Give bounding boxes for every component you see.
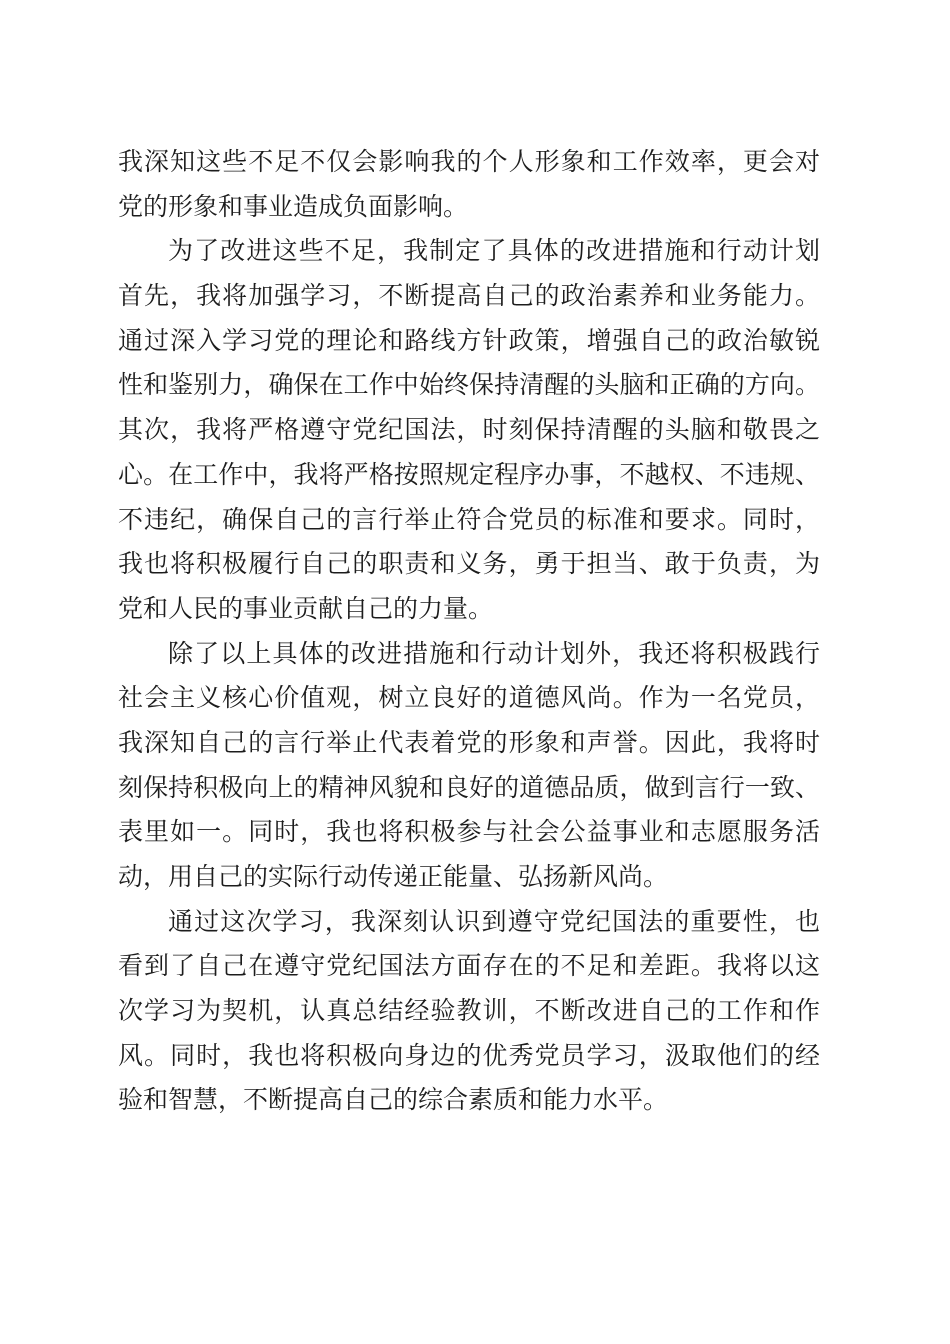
text-line: 通过深入学习党的理论和路线方针政策，增强自己的政治敏锐 [118, 325, 820, 355]
text-line: 我深知自己的言行举止代表着党的形象和声誉。因此，我将时 [118, 727, 820, 757]
text-line: 我深知这些不足不仅会影响我的个人形象和工作效率，更会对 [118, 147, 820, 176]
text-line: 刻保持积极向上的精神风貌和良好的道德品质，做到言行一致、 [118, 772, 820, 802]
text-line: 动，用自己的实际行动传递正能量、弘扬新风尚。 [118, 862, 669, 891]
text-line: 其次，我将严格遵守党纪国法，时刻保持清醒的头脑和敬畏之 [118, 415, 820, 445]
text-line: 除了以上具体的改进措施和行动计划外，我还将积极践行 [168, 638, 820, 668]
text-line: 党的形象和事业造成负面影响。 [118, 191, 469, 221]
text-line: 验和智慧，不断提高自己的综合素质和能力水平。 [118, 1085, 669, 1115]
text-line: 性和鉴别力，确保在工作中始终保持清醒的头脑和正确的方向。 [118, 370, 820, 400]
text-line: 风。同时，我也将积极向身边的优秀党员学习，汲取他们的经 [118, 1040, 820, 1070]
text-line: 表里如一。同时，我也将积极参与社会公益事业和志愿服务活 [118, 817, 820, 847]
text-line: 通过这次学习，我深刻认识到遵守党纪国法的重要性，也 [168, 906, 820, 936]
text-line: 不违纪，确保自己的言行举止符合党员的标准和要求。同时， [118, 504, 820, 534]
text-line: 我也将积极履行自己的职责和义务，勇于担当、敢于负责，为 [118, 549, 820, 579]
text-line: 社会主义核心价值观，树立良好的道德风尚。作为一名党员， [118, 683, 820, 713]
text-line: 为了改进这些不足，我制定了具体的改进措施和行动计划 [168, 236, 820, 266]
text-block [118, 140, 820, 1123]
text-line: 党和人民的事业贡献自己的力量。 [118, 593, 494, 623]
text-line: 看到了自己在遵守党纪国法方面存在的不足和差距。我将以这 [118, 951, 820, 981]
text-line: 次学习为契机，认真总结经验教训，不断改进自己的工作和作 [118, 996, 820, 1026]
text-line: 心。在工作中，我将严格按照规定程序办事，不越权、不违规、 [118, 459, 820, 489]
text-line: 首先，我将加强学习，不断提高自己的政治素养和业务能力。 [118, 281, 820, 311]
